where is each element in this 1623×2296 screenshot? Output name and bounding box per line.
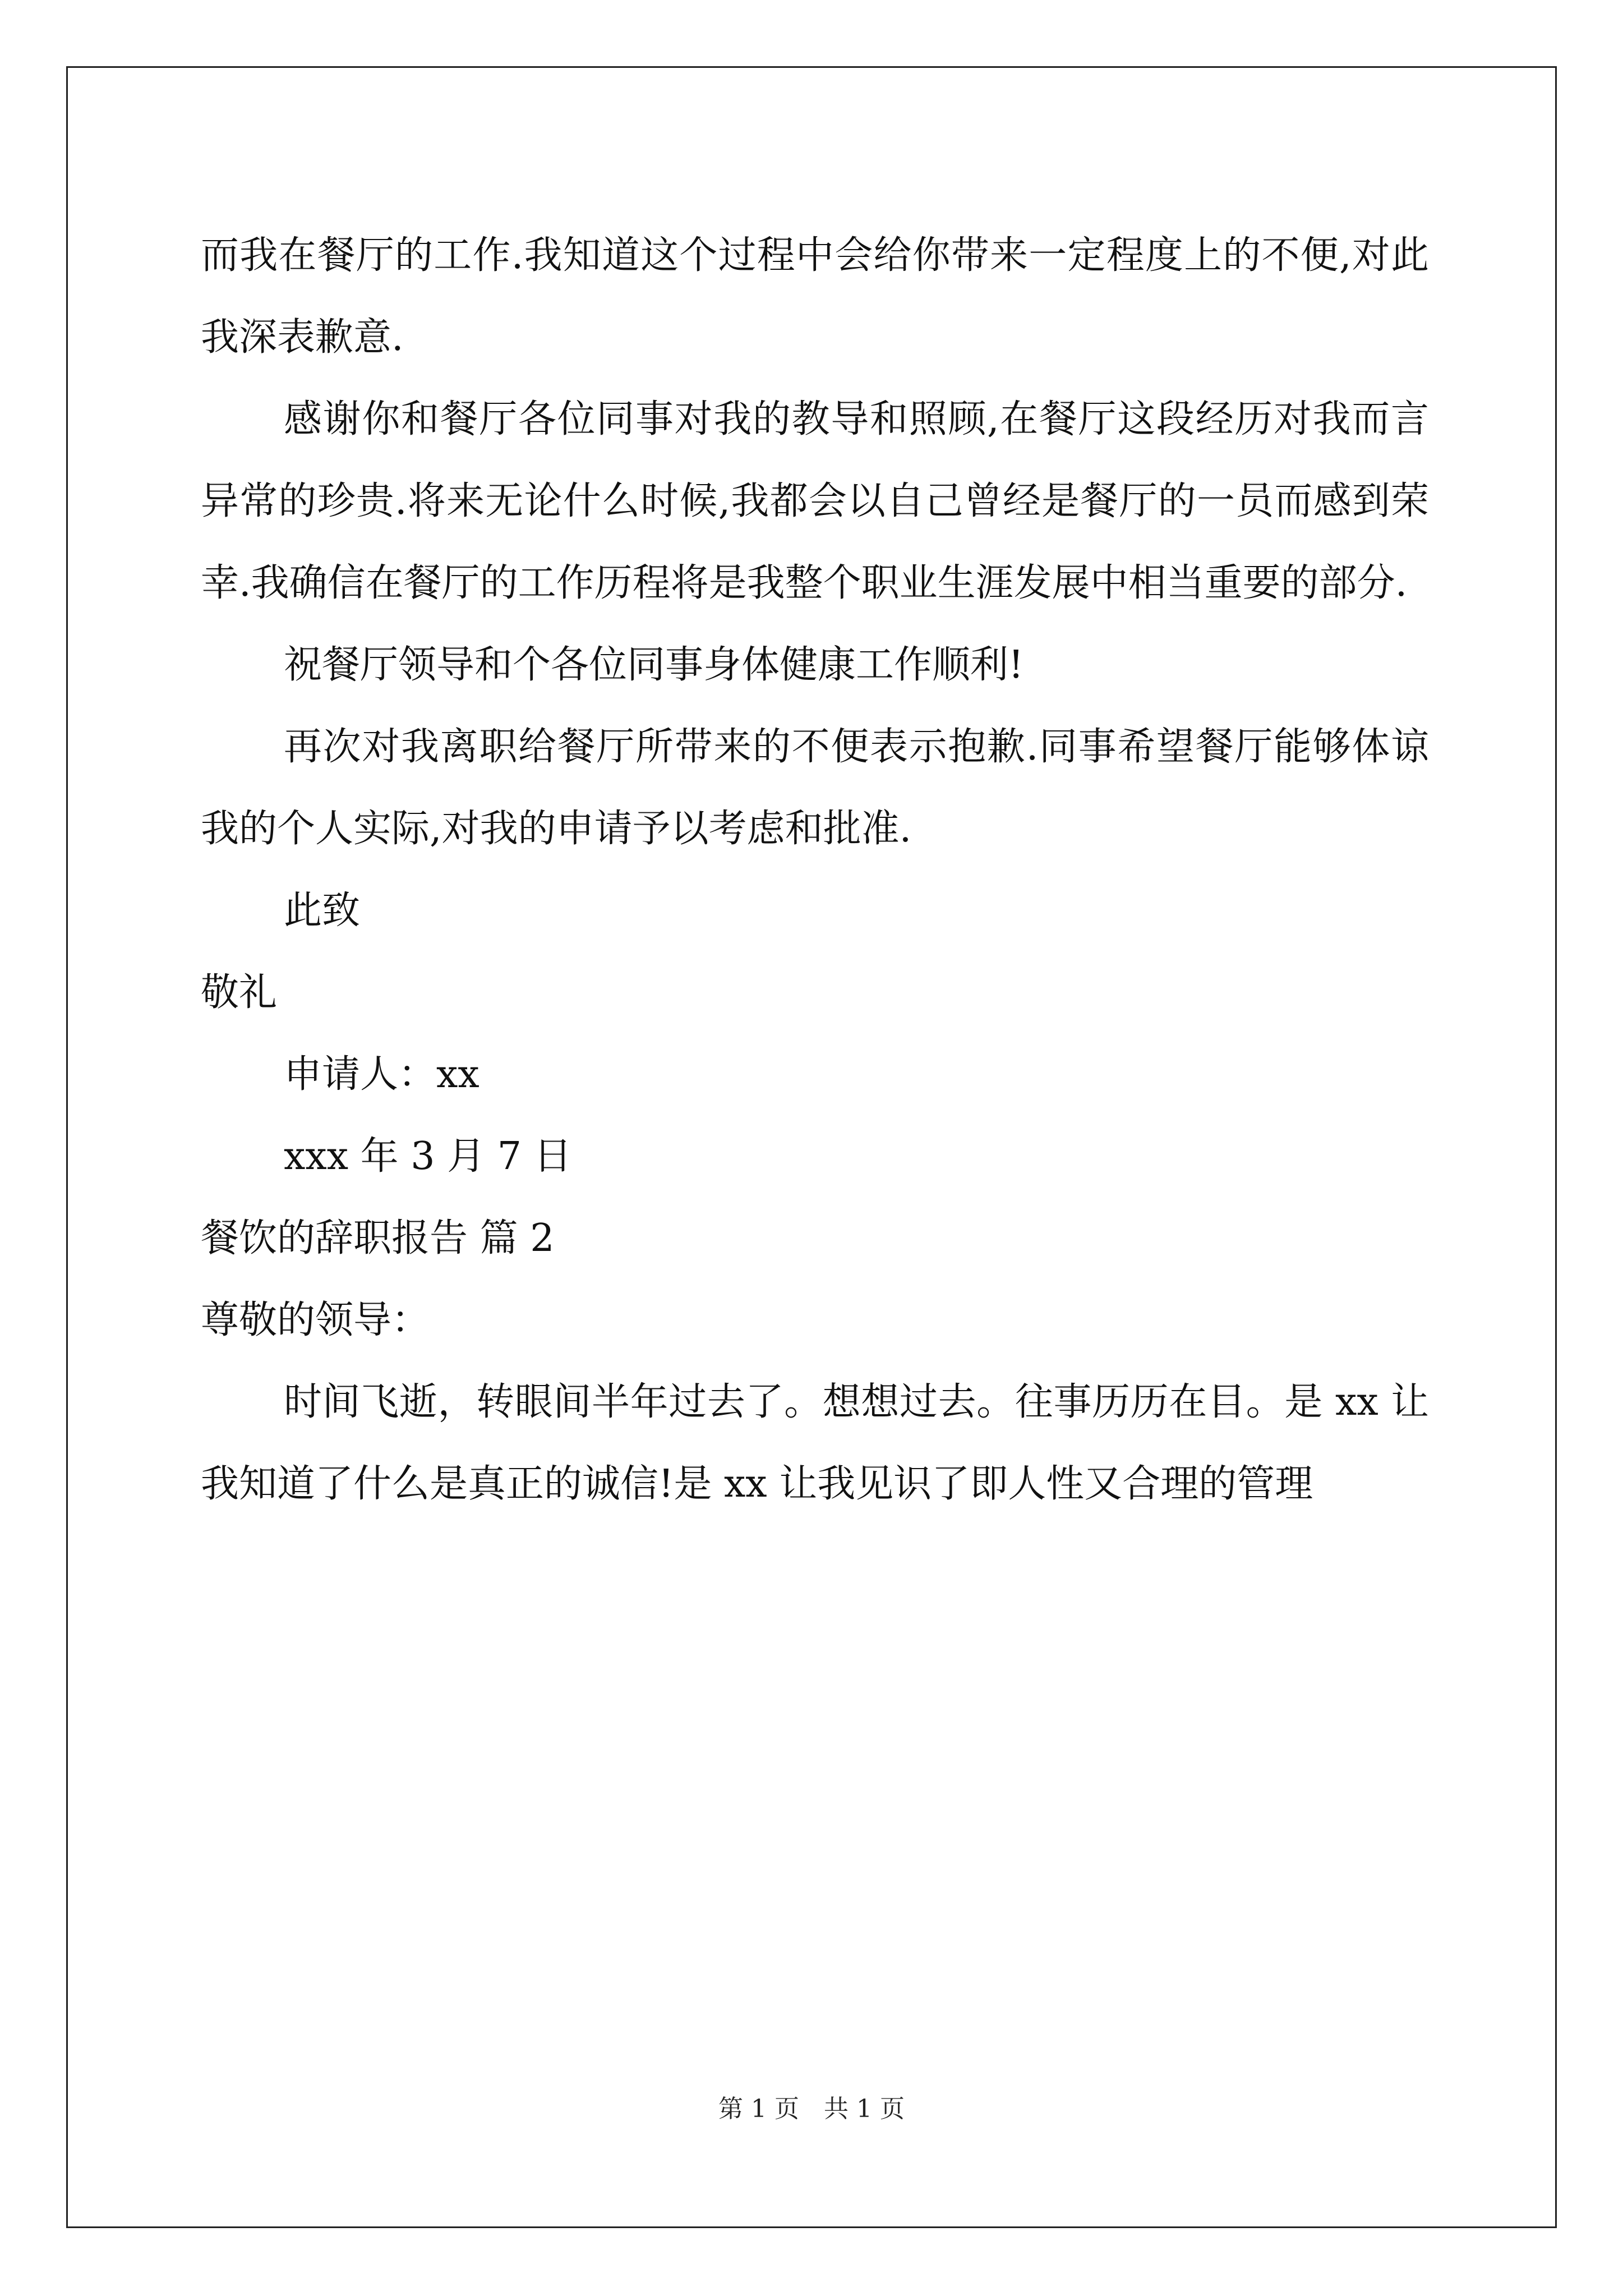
paragraph-wishes: 祝餐厅领导和个各位同事身体健康工作顺利! — [284, 643, 1024, 687]
page-total: 共 1 页 — [824, 2095, 905, 2123]
page-footer — [0, 2092, 1623, 2126]
letter-date: xxx 年 3 月 7 日 — [284, 1134, 572, 1179]
paragraph-opening: 时间飞逝，转眼间半年过去了。想想过去。往事历历在目。是 xx 让我知道了什么是真正的诚信!是 xx 让我见识了即人性又合理的管理 — [201, 1380, 1429, 1506]
page-number: 第 1 页 — [718, 2095, 799, 2123]
closing-salutation: 此致 — [284, 889, 361, 933]
paragraph-continuation: 而我在餐厅的工作.我知道这个过程中会给你带来一定程度上的不便,对此我深表歉意. — [201, 233, 1429, 360]
applicant-signature: 申请人：xx — [284, 1052, 479, 1097]
section-heading: 餐饮的辞职报告 篇 2 — [201, 1216, 555, 1260]
document-body — [201, 215, 1429, 1525]
paragraph-apology: 再次对我离职给餐厅所带来的不便表示抱歉.同事希望餐厅能够体谅我的个人实际,对我的申请予以考虑和批准. — [201, 725, 1429, 851]
paragraph-thanks: 感谢你和餐厅各位同事对我的教导和照顾,在餐厅这段经历对我而言异常的珍贵.将来无论什么时候,我都会以自己曾经是餐厅的一员而感到荣幸.我确信在餐厅的工作历程将是我整个职业生涯发展中相当重要的部分. — [201, 397, 1429, 605]
closing-regards: 敬礼 — [201, 970, 278, 1015]
letter-greeting: 尊敬的领导： — [201, 1298, 430, 1342]
